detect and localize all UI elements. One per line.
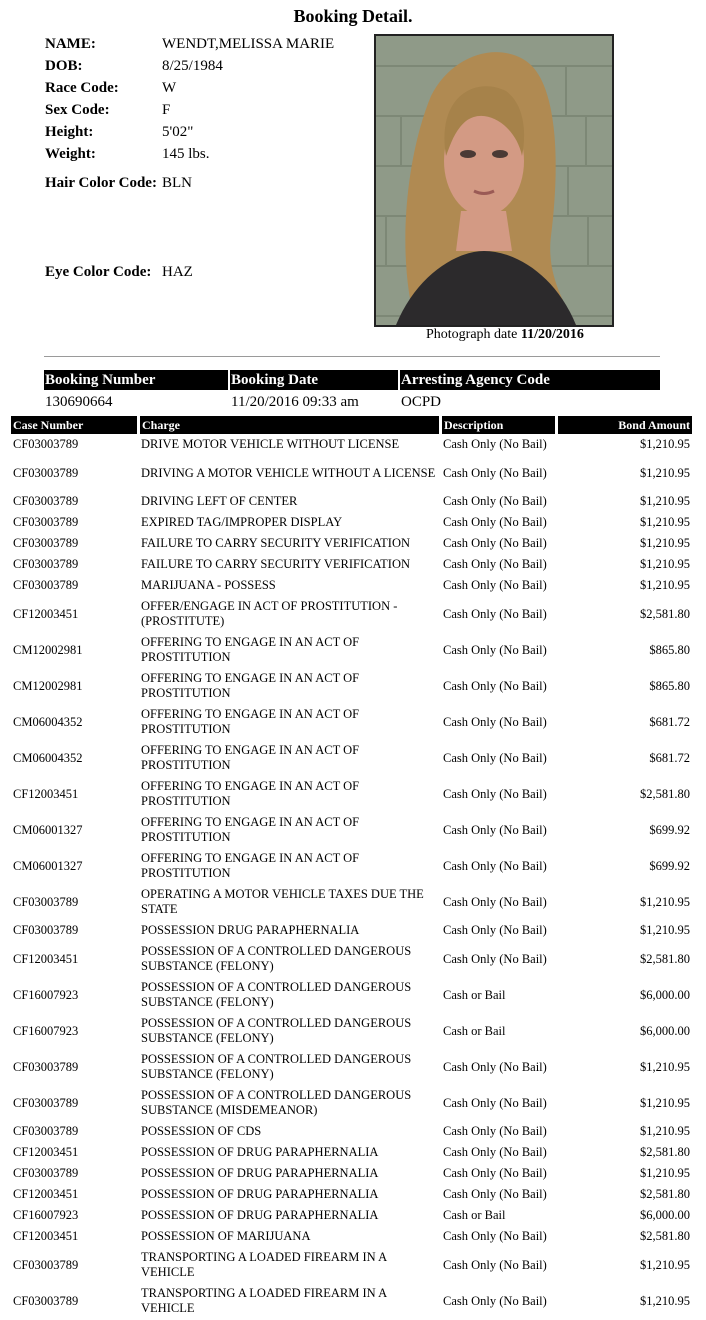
bond-amount-cell: $699.92 <box>649 822 690 837</box>
case-number-cell: CF12003451 <box>13 951 79 966</box>
sex-label: Sex Code: <box>45 101 110 118</box>
description-cell: Cash Only (No Bail) <box>443 536 547 550</box>
race-label: Race Code: <box>45 79 119 96</box>
case-number-cell: CF03003789 <box>13 536 79 550</box>
case-number-cell: CF03003789 <box>13 1293 79 1308</box>
bond-amount-cell: $2,581.80 <box>640 1187 690 1201</box>
info-row-weight <box>45 143 365 165</box>
table-row <box>11 455 692 491</box>
description-cell: Cash Only (No Bail) <box>443 822 547 837</box>
case-number-cell: CF16007923 <box>13 987 79 1002</box>
charge-cell: TRANSPORTING A LOADED FIREARM IN A VEHICLE <box>141 1286 387 1315</box>
bond-amount-cell: $1,210.95 <box>640 1166 690 1180</box>
bond-amount-cell: $1,210.95 <box>640 515 690 529</box>
description-cell: Cash Only (No Bail) <box>443 557 547 571</box>
table-row <box>11 920 692 941</box>
table-row <box>11 596 692 632</box>
description-cell: Cash Only (No Bail) <box>443 714 547 729</box>
table-row <box>11 941 692 977</box>
description-cell: Cash Only (No Bail) <box>443 642 547 657</box>
race-value: W <box>162 80 177 96</box>
table-row <box>11 554 692 575</box>
case-number-cell: CF03003789 <box>13 515 79 529</box>
case-number-cell: CF03003789 <box>13 923 79 937</box>
description-cell: Cash Only (No Bail) <box>443 606 547 621</box>
table-row <box>11 812 692 848</box>
case-number-cell: CF03003789 <box>13 465 79 480</box>
info-row-dob <box>45 55 365 77</box>
person-info-table <box>45 33 365 290</box>
charge-cell: FAILURE TO CARRY SECURITY VERIFICATION <box>141 557 411 571</box>
photo-caption-label: Photograph date <box>426 327 518 342</box>
info-row-eye <box>45 254 365 290</box>
bond-amount-cell: $865.80 <box>649 678 690 693</box>
bond-amount-cell: $1,210.95 <box>640 465 690 480</box>
case-number-cell: CF03003789 <box>13 437 79 451</box>
description-cell: Cash Only (No Bail) <box>443 786 547 801</box>
bond-amount-cell: $2,581.80 <box>640 1145 690 1159</box>
info-row-name <box>45 33 365 55</box>
case-number-cell: CF03003789 <box>13 1059 79 1074</box>
table-row <box>11 575 692 596</box>
description-cell: Cash Only (No Bail) <box>443 750 547 765</box>
charge-cell: EXPIRED TAG/IMPROPER DISPLAY <box>141 515 343 529</box>
description-cell: Cash Only (No Bail) <box>443 894 547 909</box>
case-number-cell: CF12003451 <box>13 1229 79 1243</box>
description-cell: Cash Only (No Bail) <box>443 1145 547 1159</box>
case-number-cell: CF12003451 <box>13 786 79 801</box>
table-row <box>11 1184 692 1205</box>
bond-amount-cell: $865.80 <box>649 642 690 657</box>
photo-caption <box>426 327 584 343</box>
bond-amount-cell: $1,210.95 <box>640 578 690 592</box>
bond-amount-cell: $1,210.95 <box>640 1293 690 1308</box>
case-number-cell: CF12003451 <box>13 1187 79 1201</box>
charge-cell: TRANSPORTING A LOADED FIREARM IN A VEHICLE <box>141 1250 387 1279</box>
charge-cell: POSSESSION OF A CONTROLLED DANGEROUS SUBSTANCE (FELONY) <box>141 1052 412 1081</box>
bond-amount-cell: $1,210.95 <box>640 1095 690 1110</box>
bond-amount-cell: $2,581.80 <box>640 951 690 966</box>
description-cell: Cash Only (No Bail) <box>443 437 547 451</box>
charge-cell: FAILURE TO CARRY SECURITY VERIFICATION <box>141 536 411 550</box>
mugshot-image <box>376 36 612 325</box>
dob-label: DOB: <box>45 57 83 74</box>
charge-cell: OPERATING A MOTOR VEHICLE TAXES DUE THE STATE <box>141 887 424 916</box>
case-number-cell: CM06001327 <box>13 858 83 873</box>
agency-code-header: Arresting Agency Code <box>401 372 550 388</box>
table-row <box>11 668 692 704</box>
charge-cell: POSSESSION OF A CONTROLLED DANGEROUS SUBSTANCE (MISDEMEANOR) <box>141 1088 412 1117</box>
bond-amount-cell: $2,581.80 <box>640 606 690 621</box>
booking-header <box>44 370 660 390</box>
case-number-cell: CM06001327 <box>13 822 83 837</box>
charge-cell: OFFERING TO ENGAGE IN AN ACT OF PROSTITUTION <box>141 815 360 844</box>
eye-label: Eye Color Code: <box>45 263 152 280</box>
table-row <box>11 1283 692 1319</box>
charge-cell: POSSESSION OF DRUG PARAPHERNALIA <box>141 1145 379 1159</box>
description-cell: Cash Only (No Bail) <box>443 1187 547 1201</box>
charge-cell: DRIVING LEFT OF CENTER <box>141 494 298 508</box>
charges-header <box>11 416 692 434</box>
bond-amount-cell: $1,210.95 <box>640 894 690 909</box>
table-row <box>11 491 692 512</box>
table-row <box>11 848 692 884</box>
description-cell: Cash Only (No Bail) <box>443 678 547 693</box>
case-number-cell: CF03003789 <box>13 1257 79 1272</box>
description-cell: Cash or Bail <box>443 987 506 1002</box>
charge-cell: POSSESSION OF A CONTROLLED DANGEROUS SUBSTANCE (FELONY) <box>141 944 412 973</box>
bond-amount-cell: $1,210.95 <box>640 1257 690 1272</box>
table-row <box>11 434 692 455</box>
description-cell: Cash or Bail <box>443 1208 506 1222</box>
bond-amount-cell: $2,581.80 <box>640 1229 690 1243</box>
description-cell: Cash Only (No Bail) <box>443 1059 547 1074</box>
description-cell: Cash Only (No Bail) <box>443 1166 547 1180</box>
info-spacer <box>45 201 365 254</box>
table-row <box>11 776 692 812</box>
table-row <box>11 533 692 554</box>
bond-amount-cell: $699.92 <box>649 858 690 873</box>
charge-cell: POSSESSION OF DRUG PARAPHERNALIA <box>141 1208 379 1222</box>
booking-number-header: Booking Number <box>45 372 156 388</box>
description-cell: Cash Only (No Bail) <box>443 1257 547 1272</box>
page-title: Booking Detail. <box>293 6 413 26</box>
weight-label: Weight: <box>45 145 96 162</box>
table-row <box>11 1142 692 1163</box>
charge-cell: POSSESSION OF CDS <box>141 1124 262 1138</box>
info-row-height <box>45 121 365 143</box>
description-cell: Cash Only (No Bail) <box>443 1095 547 1110</box>
case-number-cell: CF03003789 <box>13 1166 79 1180</box>
charges-body <box>11 434 692 1319</box>
case-number-cell: CF16007923 <box>13 1023 79 1038</box>
charge-cell: POSSESSION OF A CONTROLLED DANGEROUS SUBSTANCE (FELONY) <box>141 1016 412 1045</box>
description-cell: Cash Only (No Bail) <box>443 1293 547 1308</box>
case-number-cell: CM06004352 <box>13 714 83 729</box>
table-row <box>11 740 692 776</box>
bond-amount-cell: $6,000.00 <box>640 1208 690 1222</box>
charge-cell: POSSESSION OF DRUG PARAPHERNALIA <box>141 1166 379 1180</box>
case-number-cell: CF12003451 <box>13 606 79 621</box>
hair-value: BLN <box>162 175 192 191</box>
table-row <box>11 1205 692 1226</box>
case-number-cell: CF03003789 <box>13 894 79 909</box>
charge-cell: OFFER/ENGAGE IN ACT OF PROSTITUTION - (PROSTITUTE) <box>141 599 398 628</box>
table-row <box>11 1049 692 1085</box>
bond-amount-cell: $1,210.95 <box>640 437 690 451</box>
hair-label: Hair Color Code: <box>45 174 157 191</box>
description-cell: Cash Only (No Bail) <box>443 465 547 480</box>
charge-cell: OFFERING TO ENGAGE IN AN ACT OF PROSTITUTION <box>141 707 360 736</box>
description-cell: Cash Only (No Bail) <box>443 1229 547 1243</box>
charge-cell: OFFERING TO ENGAGE IN AN ACT OF PROSTITUTION <box>141 851 360 880</box>
bond-amount-cell: $1,210.95 <box>640 557 690 571</box>
info-row-hair <box>45 165 365 201</box>
description-cell: Cash Only (No Bail) <box>443 923 547 937</box>
case-number-cell: CM12002981 <box>13 678 83 693</box>
booking-date-value: 11/20/2016 09:33 am <box>231 394 359 410</box>
booking-number-value: 130690664 <box>45 394 113 410</box>
charge-header: Charge <box>140 416 439 434</box>
booking-date-header: Booking Date <box>231 372 319 388</box>
name-value: WENDT,MELISSA MARIE <box>162 36 335 52</box>
description-cell: Cash Only (No Bail) <box>443 515 547 529</box>
charge-cell: OFFERING TO ENGAGE IN AN ACT OF PROSTITUTION <box>141 671 360 700</box>
case-number-cell: CF12003451 <box>13 1145 79 1159</box>
height-label: Height: <box>45 123 94 140</box>
weight-value: 145 lbs. <box>162 146 210 162</box>
charge-cell: OFFERING TO ENGAGE IN AN ACT OF PROSTITUTION <box>141 779 360 808</box>
case-number-cell: CF03003789 <box>13 578 79 592</box>
table-row <box>11 512 692 533</box>
bond-amount-cell: $6,000.00 <box>640 987 690 1002</box>
bond-amount-cell: $1,210.95 <box>640 923 690 937</box>
sex-value: F <box>162 102 171 118</box>
case-number-cell: CM12002981 <box>13 642 83 657</box>
charge-cell: POSSESSION DRUG PARAPHERNALIA <box>141 923 360 937</box>
height-value: 5'02" <box>162 124 194 140</box>
info-row-sex <box>45 99 365 121</box>
info-row-race <box>45 77 365 99</box>
charge-cell: POSSESSION OF DRUG PARAPHERNALIA <box>141 1187 379 1201</box>
case-number-cell: CF16007923 <box>13 1208 79 1222</box>
table-row <box>11 1121 692 1142</box>
bond-amount-cell: $681.72 <box>649 714 690 729</box>
bond-amount-header: Bond Amount <box>558 416 692 434</box>
bond-amount-cell: $1,210.95 <box>640 1124 690 1138</box>
description-cell: Cash Only (No Bail) <box>443 1124 547 1138</box>
charge-cell: POSSESSION OF A CONTROLLED DANGEROUS SUBSTANCE (FELONY) <box>141 980 412 1009</box>
bond-amount-cell: $681.72 <box>649 750 690 765</box>
description-cell: Cash Only (No Bail) <box>443 951 547 966</box>
photo-caption-date: 11/20/2016 <box>520 327 584 342</box>
dob-value: 8/25/1984 <box>162 58 223 74</box>
charge-cell: DRIVING A MOTOR VEHICLE WITHOUT A LICENSE <box>141 465 436 480</box>
table-row <box>11 1085 692 1121</box>
case-number-cell: CF03003789 <box>13 494 79 508</box>
name-label: NAME: <box>45 35 96 52</box>
bond-amount-cell: $2,581.80 <box>640 786 690 801</box>
charge-cell: DRIVE MOTOR VEHICLE WITHOUT LICENSE <box>141 437 400 451</box>
section-divider <box>44 356 660 357</box>
case-number-cell: CF03003789 <box>13 557 79 571</box>
charge-cell: OFFERING TO ENGAGE IN AN ACT OF PROSTITUTION <box>141 743 360 772</box>
case-number-header: Case Number <box>11 416 137 434</box>
table-row <box>11 1247 692 1283</box>
case-number-cell: CF03003789 <box>13 1124 79 1138</box>
description-cell: Cash Only (No Bail) <box>443 494 547 508</box>
charge-cell: MARIJUANA - POSSESS <box>141 578 276 592</box>
table-row <box>11 977 692 1013</box>
eye-value: HAZ <box>162 264 193 280</box>
description-header: Description <box>442 416 555 434</box>
bond-amount-cell: $1,210.95 <box>640 1059 690 1074</box>
charges-table <box>11 416 692 1319</box>
charge-cell: POSSESSION OF MARIJUANA <box>141 1229 311 1243</box>
description-cell: Cash Only (No Bail) <box>443 858 547 873</box>
bond-amount-cell: $1,210.95 <box>640 494 690 508</box>
case-number-cell: CM06004352 <box>13 750 83 765</box>
description-cell: Cash or Bail <box>443 1023 506 1038</box>
table-row <box>11 1226 692 1247</box>
description-cell: Cash Only (No Bail) <box>443 578 547 592</box>
table-row <box>11 1163 692 1184</box>
bond-amount-cell: $1,210.95 <box>640 536 690 550</box>
case-number-cell: CF03003789 <box>13 1095 79 1110</box>
table-row <box>11 1013 692 1049</box>
agency-code-value: OCPD <box>401 394 442 410</box>
table-row <box>11 704 692 740</box>
charge-cell: OFFERING TO ENGAGE IN AN ACT OF PROSTITUTION <box>141 635 360 664</box>
table-row <box>11 884 692 920</box>
table-row <box>11 632 692 668</box>
mugshot-photo <box>374 34 614 327</box>
bond-amount-cell: $6,000.00 <box>640 1023 690 1038</box>
